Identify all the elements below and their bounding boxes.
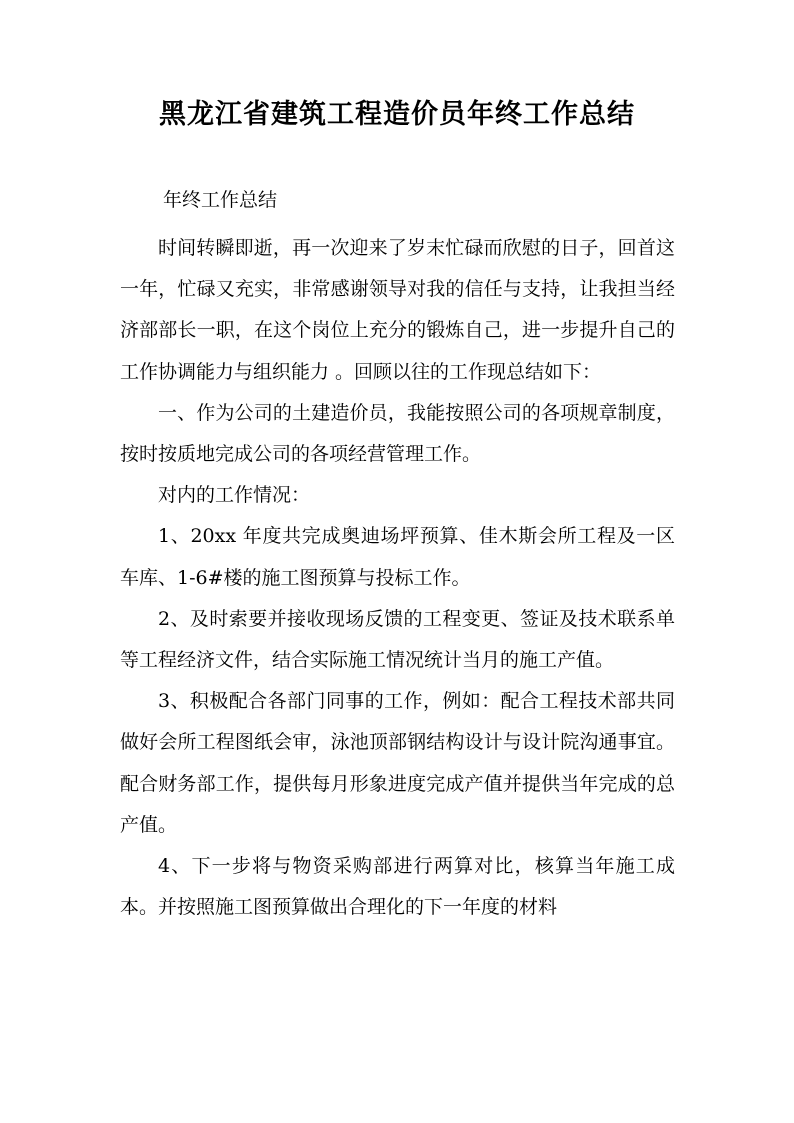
paragraph-item-3: 3、积极配合各部门同事的工作，例如：配合工程技术部共同做好会所工程图纸会审，泳池顶部钢结构设计与设计院沟通事宜。配合财务部工作，提供每月形象进度完成产值并提供当年完成的总产值。 [120, 690, 675, 836]
paragraph-item-2: 2、及时索要并接收现场反馈的工程变更、签证及技术联系单等工程经济文件，结合实际施工情况统计当月的施工产值。 [120, 607, 675, 672]
document-title: 黑龙江省建筑工程造价员年终工作总结 [159, 99, 635, 130]
paragraph-item-1: 1、20xx 年度共完成奥迪场坪预算、佳木斯会所工程及一区车库、1-6#楼的施工图预算与投标工作。 [120, 525, 675, 589]
document-body [120, 228, 675, 928]
paragraph-section-one: 一、作为公司的土建造价员，我能按照公司的各项规章制度，按时按质地完成公司的各项经营管理工作。 [120, 401, 675, 466]
paragraph-internal-heading: 对内的工作情况： [158, 484, 311, 507]
paragraph-intro: 时间转瞬即逝，再一次迎来了岁末忙碌而欣慰的日子，回首这一年，忙碌又充实，非常感谢领导对我的信任与支持，让我担当经济部部长一职，在这个岗位上充分的锻炼自己，进一步提升自己的工作协调能力与组织能力 。回顾以往的工作现总结如下： [120, 237, 675, 383]
document-subtitle: 年终工作总结 [163, 189, 278, 211]
paragraph-item-4: 4、下一步将与物资采购部进行两算对比，核算当年施工成本。并按照施工图预算做出合理化的下一年度的材料 [120, 855, 675, 919]
